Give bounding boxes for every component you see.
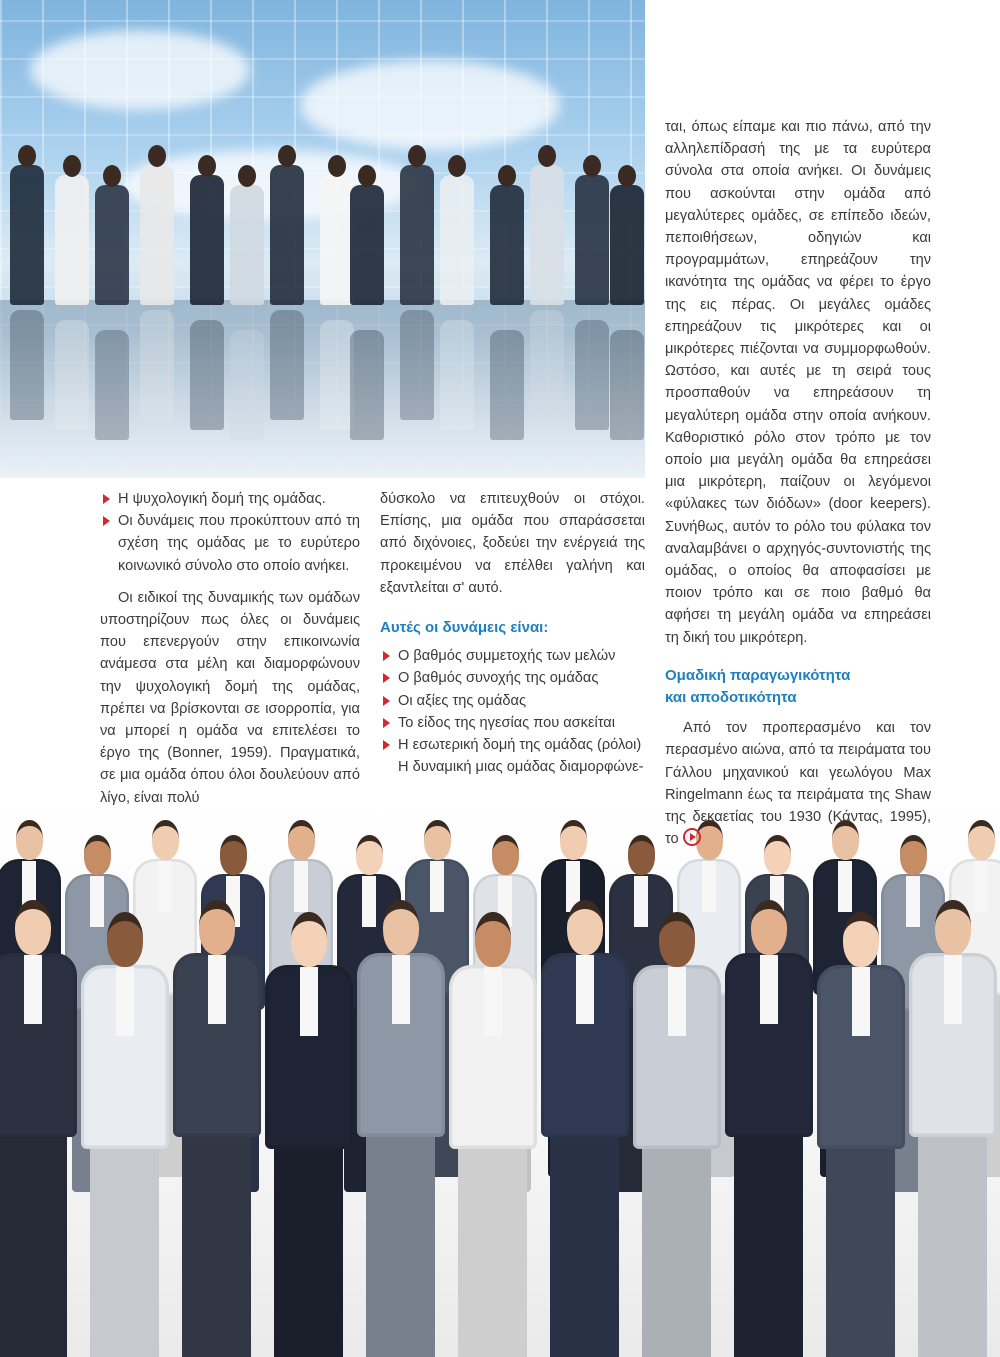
person-head — [199, 900, 236, 955]
walker-reflection — [230, 330, 264, 440]
walker-silhouette — [10, 165, 44, 305]
body-paragraph: Η δυναμική μιας ομάδας διαμορφώνε- — [398, 759, 644, 776]
walker-silhouette — [55, 175, 89, 305]
person-head — [628, 835, 655, 875]
person-head — [107, 912, 144, 967]
walker-reflection — [95, 330, 129, 440]
person-head — [424, 820, 451, 860]
crowd-person — [0, 900, 84, 1357]
person-shirt — [576, 955, 594, 1024]
person-shirt — [944, 955, 962, 1024]
walker-silhouette — [320, 175, 354, 305]
top-photo-business-walkers — [0, 0, 645, 478]
walker-reflection — [575, 320, 609, 430]
bottom-photo-business-crowd — [0, 800, 1000, 1357]
person-legs — [826, 1142, 895, 1357]
person-legs — [182, 1130, 251, 1357]
walker-head — [148, 145, 166, 167]
red-arrow-bullet-icon — [103, 494, 110, 504]
walker-reflection — [490, 330, 524, 440]
walker-silhouette — [230, 185, 264, 305]
section-subheading: Αυτές οι δυνάμεις είναι: — [380, 619, 549, 637]
person-head — [560, 820, 587, 860]
walker-silhouette — [95, 185, 129, 305]
person-head — [356, 835, 383, 875]
person-legs — [0, 1130, 67, 1357]
person-shirt — [24, 955, 42, 1024]
walker-reflection — [350, 330, 384, 440]
person-head — [16, 820, 43, 860]
walker-silhouette — [575, 175, 609, 305]
text-column-1 — [100, 488, 360, 809]
text-column-2 — [380, 488, 645, 778]
list-item: Ο βαθμός συμμετοχής των μελών — [380, 645, 645, 667]
body-paragraph: δύσκολο να επιτευχθούν οι στόχοι. Επίσης, μια ομάδα που σπαράσσεται από διχόνοιες, ξοδεύει την ενέργειά της προκειμένου να επέλθει γαλήνη και εξαντλείται σ' αυτό. — [380, 491, 645, 596]
person-head — [843, 912, 880, 967]
walker-head — [538, 145, 556, 167]
walker-head — [328, 155, 346, 177]
crowd-person — [72, 912, 176, 1357]
person-shirt — [300, 967, 318, 1036]
red-arrow-bullet-icon — [103, 516, 110, 526]
list-item: Οι δυνάμεις που προκύπτουν από τη σχέση της ομάδας με το ευρύτερο κοινωνικό σύνολο στο οποίο ανήκει. — [100, 510, 360, 577]
person-shirt — [760, 955, 778, 1024]
section-subheading: Ομαδική παραγωγικότητα και αποδοτικότητα — [665, 666, 851, 707]
walker-reflection — [140, 310, 174, 420]
crowd-person — [164, 900, 268, 1357]
crowd-person — [348, 900, 452, 1357]
crowd-person — [624, 912, 728, 1357]
person-head — [659, 912, 696, 967]
person-shirt — [208, 955, 226, 1024]
walker-head — [498, 165, 516, 187]
walker-silhouette — [140, 165, 174, 305]
person-legs — [274, 1142, 343, 1357]
walker-head — [358, 165, 376, 187]
walker-head — [408, 145, 426, 167]
walker-reflection — [440, 320, 474, 430]
person-head — [567, 900, 604, 955]
person-head — [492, 835, 519, 875]
walker-reflection — [190, 320, 224, 430]
person-legs — [734, 1130, 803, 1357]
continue-arrow-icon[interactable] — [683, 828, 701, 846]
walker-head — [618, 165, 636, 187]
walker-head — [103, 165, 121, 187]
body-paragraph: Από τον προπερασμένο και τον περασμένο αιώνα, από τα πειράματα του Γάλλου μηχανικού και γεωλόγου Max Ringelmann έως τα πειράματα της Shaw της δεκαετίας του 1930 (Κάντας, 1995), το — [665, 720, 931, 848]
walker-head — [583, 155, 601, 177]
walker-head — [63, 155, 81, 177]
person-legs — [90, 1142, 159, 1357]
walker-silhouette — [530, 165, 564, 305]
crowd-person — [256, 912, 360, 1357]
person-head — [475, 912, 512, 967]
person-legs — [458, 1142, 527, 1357]
crowd-person — [900, 900, 1000, 1357]
person-head — [15, 900, 52, 955]
person-head — [935, 900, 972, 955]
list-item: Η εσωτερική δομή της ομάδας (ρόλοι) — [380, 734, 645, 756]
person-legs — [366, 1130, 435, 1357]
red-arrow-bullet-icon — [383, 696, 390, 706]
crowd-person — [532, 900, 636, 1357]
red-arrow-bullet-icon — [383, 651, 390, 661]
walker-reflection — [400, 310, 434, 420]
person-legs — [642, 1142, 711, 1357]
list-item: Ο βαθμός συνοχής της ομάδας — [380, 667, 645, 689]
person-head — [288, 820, 315, 860]
person-shirt — [294, 861, 308, 912]
red-arrow-bullet-icon — [383, 740, 390, 750]
person-head — [383, 900, 420, 955]
walker-reflection — [10, 310, 44, 420]
crowd-person — [440, 912, 544, 1357]
list-item: Οι αξίες της ομάδας — [380, 690, 645, 712]
person-head — [152, 820, 179, 860]
walker-head — [198, 155, 216, 177]
walker-silhouette — [190, 175, 224, 305]
body-paragraph: Οι ειδικοί της δυναμικής των ομάδων υποστηρίζουν πως όλες οι δυνάμεις που επενεργούν στην επικοινωνία ανάμεσα στα μέλη και διαμορφώνουν την ψυχολογική δομή της ομάδας, πρέπει να βρίσκονται σε ισορροπία, για να μπορεί η ομάδα να επιτελέσει το έργο της (Bonner, 1959). Πραγματικά, σε μια ομάδα όπου όλοι δουλεύουν από λίγο, είναι πολύ — [100, 589, 360, 806]
walker-silhouette — [270, 165, 304, 305]
walker-silhouette — [350, 185, 384, 305]
walker-head — [18, 145, 36, 167]
red-arrow-bullet-icon — [383, 718, 390, 728]
walker-head — [278, 145, 296, 167]
person-shirt — [702, 861, 716, 912]
person-shirt — [392, 955, 410, 1024]
red-arrow-bullet-icon — [383, 673, 390, 683]
text-column-3 — [665, 116, 931, 851]
person-shirt — [116, 967, 134, 1036]
walker-head — [238, 165, 256, 187]
walker-silhouette — [400, 165, 434, 305]
list-item: Το είδος της ηγεσίας που ασκείται — [380, 712, 645, 734]
person-shirt — [838, 861, 852, 912]
walker-reflection — [270, 310, 304, 420]
person-head — [84, 835, 111, 875]
list-item: Η ψυχολογική δομή της ομάδας. — [100, 488, 360, 510]
walker-silhouette — [610, 185, 644, 305]
crowd-person — [716, 900, 820, 1357]
person-legs — [550, 1130, 619, 1357]
person-head — [968, 820, 995, 860]
walker-reflection — [610, 330, 644, 440]
person-shirt — [852, 967, 870, 1036]
person-legs — [918, 1130, 987, 1357]
walker-reflection — [55, 320, 89, 430]
person-shirt — [484, 967, 502, 1036]
person-head — [751, 900, 788, 955]
walker-reflection — [320, 320, 354, 430]
person-head — [291, 912, 328, 967]
walker-reflection — [530, 310, 564, 420]
body-paragraph: ται, όπως είπαμε και πιο πάνω, από την αλληλεπίδρασή της με τα ευρύτερα σύνολα στα οποία ανήκει. Οι δυνάμεις που ασκούνται στην ομάδα από μεγαλύτερες ομάδες, σε επίπεδο ιδεών, πεποιθήσεων, οδηγιών και προγραμμάτων, επηρεάζουν την ικανότητα της ομάδας να φέρει το έργο της εις πέρας. Οι μεγάλες ομάδες επηρεάζουν τις μικρότερες και οι μικρότερες πιέζονται να συμμορφωθούν. Ωστόσο, και αυτές με τη σειρά τους προσπαθούν να επηρεάσουν τη μεγαλύτερη ομάδα στην οποία ανήκουν. Καθοριστικό ρόλο στον τρόπο με τον οποίο μια μεγάλη ομάδα θα επηρεάσει μια μικρότερη, παίζουν οι λεγόμενοι «φύλακες των διόδων» (door keepers). Συνήθως, αυτόν το ρόλο του φύλακα τον αναλαμβάνει ο αρχηγός-συντονιστής της ομάδας, ο οποίος θα αποφασίσει με ποιον τρόπο και σε ποιο βαθμό θα αφήσει τη μεγάλη ομάδα να επηρεάσει τη δική του μικρότερη. — [665, 119, 931, 646]
walker-silhouette — [440, 175, 474, 305]
person-head — [220, 835, 247, 875]
crowd-person — [808, 912, 912, 1357]
walker-silhouette — [490, 185, 524, 305]
walker-head — [448, 155, 466, 177]
person-shirt — [668, 967, 686, 1036]
